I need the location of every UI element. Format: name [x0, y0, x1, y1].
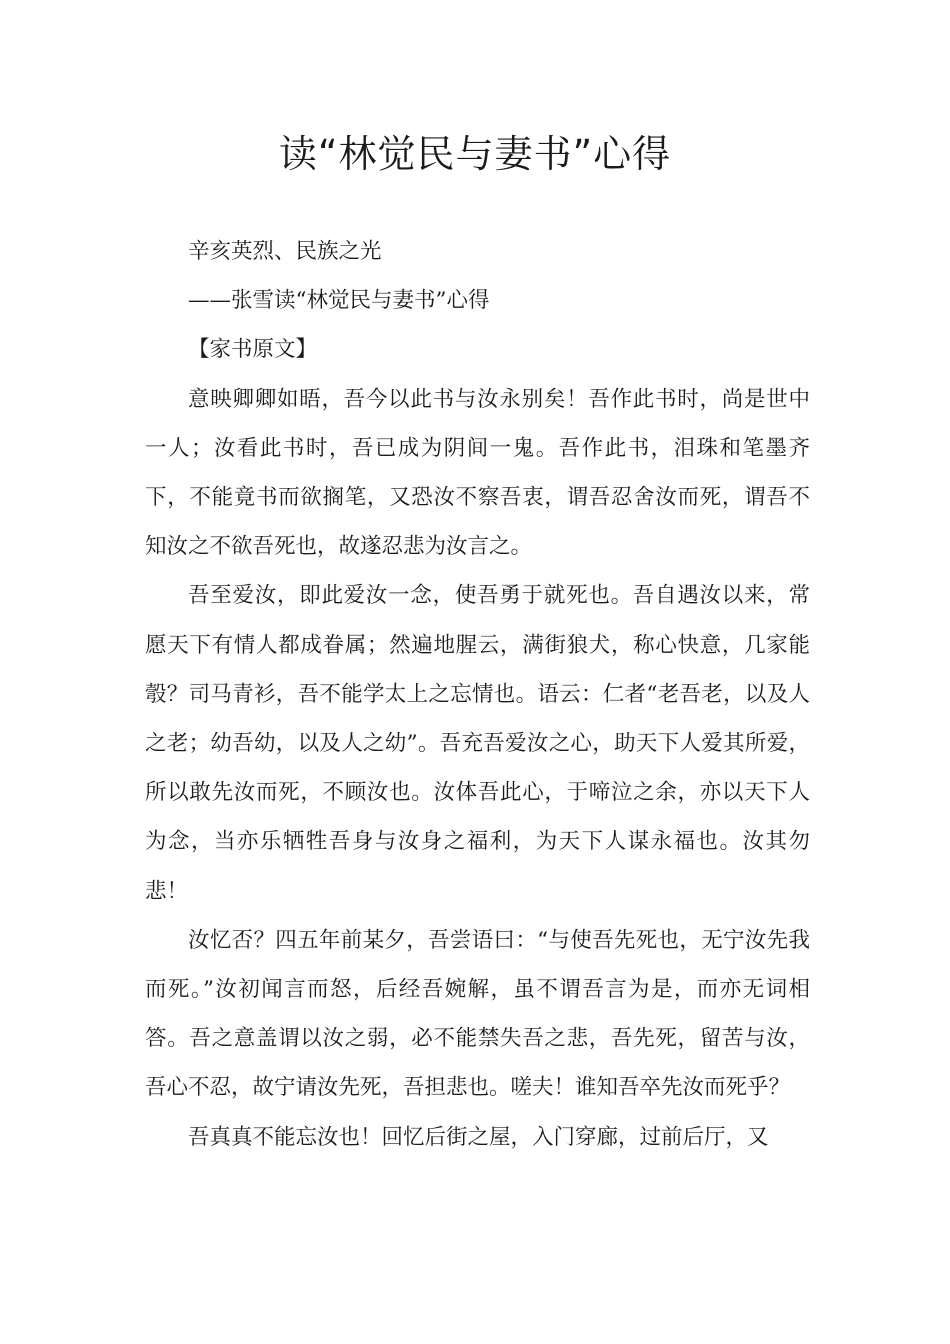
- document-title: 读“林觉民与妻书”心得: [278, 132, 672, 176]
- document-body: [145, 227, 810, 1162]
- paragraph: 吾真真不能忘汝也！回忆后街之屋，入门穿廊，过前后厅，又: [188, 1124, 769, 1150]
- subtitle-line: 辛亥英烈、民族之光: [188, 239, 382, 264]
- paragraph: 汝忆否？四五年前某夕，吾尝语曰：“与使吾先死也，无宁汝先我而死。”汝初闻言而怒，后经吾婉解，虽不谓吾言为是，而亦无词相答。吾之意盖谓以汝之弱，必不能禁失吾之悲，吾先死，留苦与汝，吾心不忍，故宁请汝先死，吾担悲也。嗟夫！谁知吾卒先汝而死乎？: [145, 927, 810, 1101]
- section-heading: 【家书原文】: [188, 337, 318, 363]
- paragraph: 意映卿卿如晤，吾今以此书与汝永别矣！吾作此书时，尚是世中一人；汝看此书时，吾已成为阴间一鬼。吾作此书，泪珠和笔墨齐下，不能竟书而欲搁笔，又恐汝不察吾衷，谓吾忍舍汝而死，谓吾不知汝之不欲吾死也，故遂忍悲为汝言之。: [145, 386, 810, 560]
- paragraph: 吾至爱汝，即此爱汝一念，使吾勇于就死也。吾自遇汝以来，常愿天下有情人都成眷属；然遍地腥云，满街狼犬，称心快意，几家能彀？司马青衫，吾不能学太上之忘情也。语云：仁者“老吾老，以及人之老；幼吾幼，以及人之幼”。吾充吾爱汝之心，助天下人爱其所爱，所以敢先汝而死，不顾汝也。汝体吾此心，于啼泣之余，亦以天下人为念，当亦乐牺牲吾身与汝身之福利，为天下人谋永福也。汝其勿悲！: [145, 583, 810, 904]
- subtitle-author-line: ——张雪读“林觉民与妻书”心得: [188, 288, 490, 314]
